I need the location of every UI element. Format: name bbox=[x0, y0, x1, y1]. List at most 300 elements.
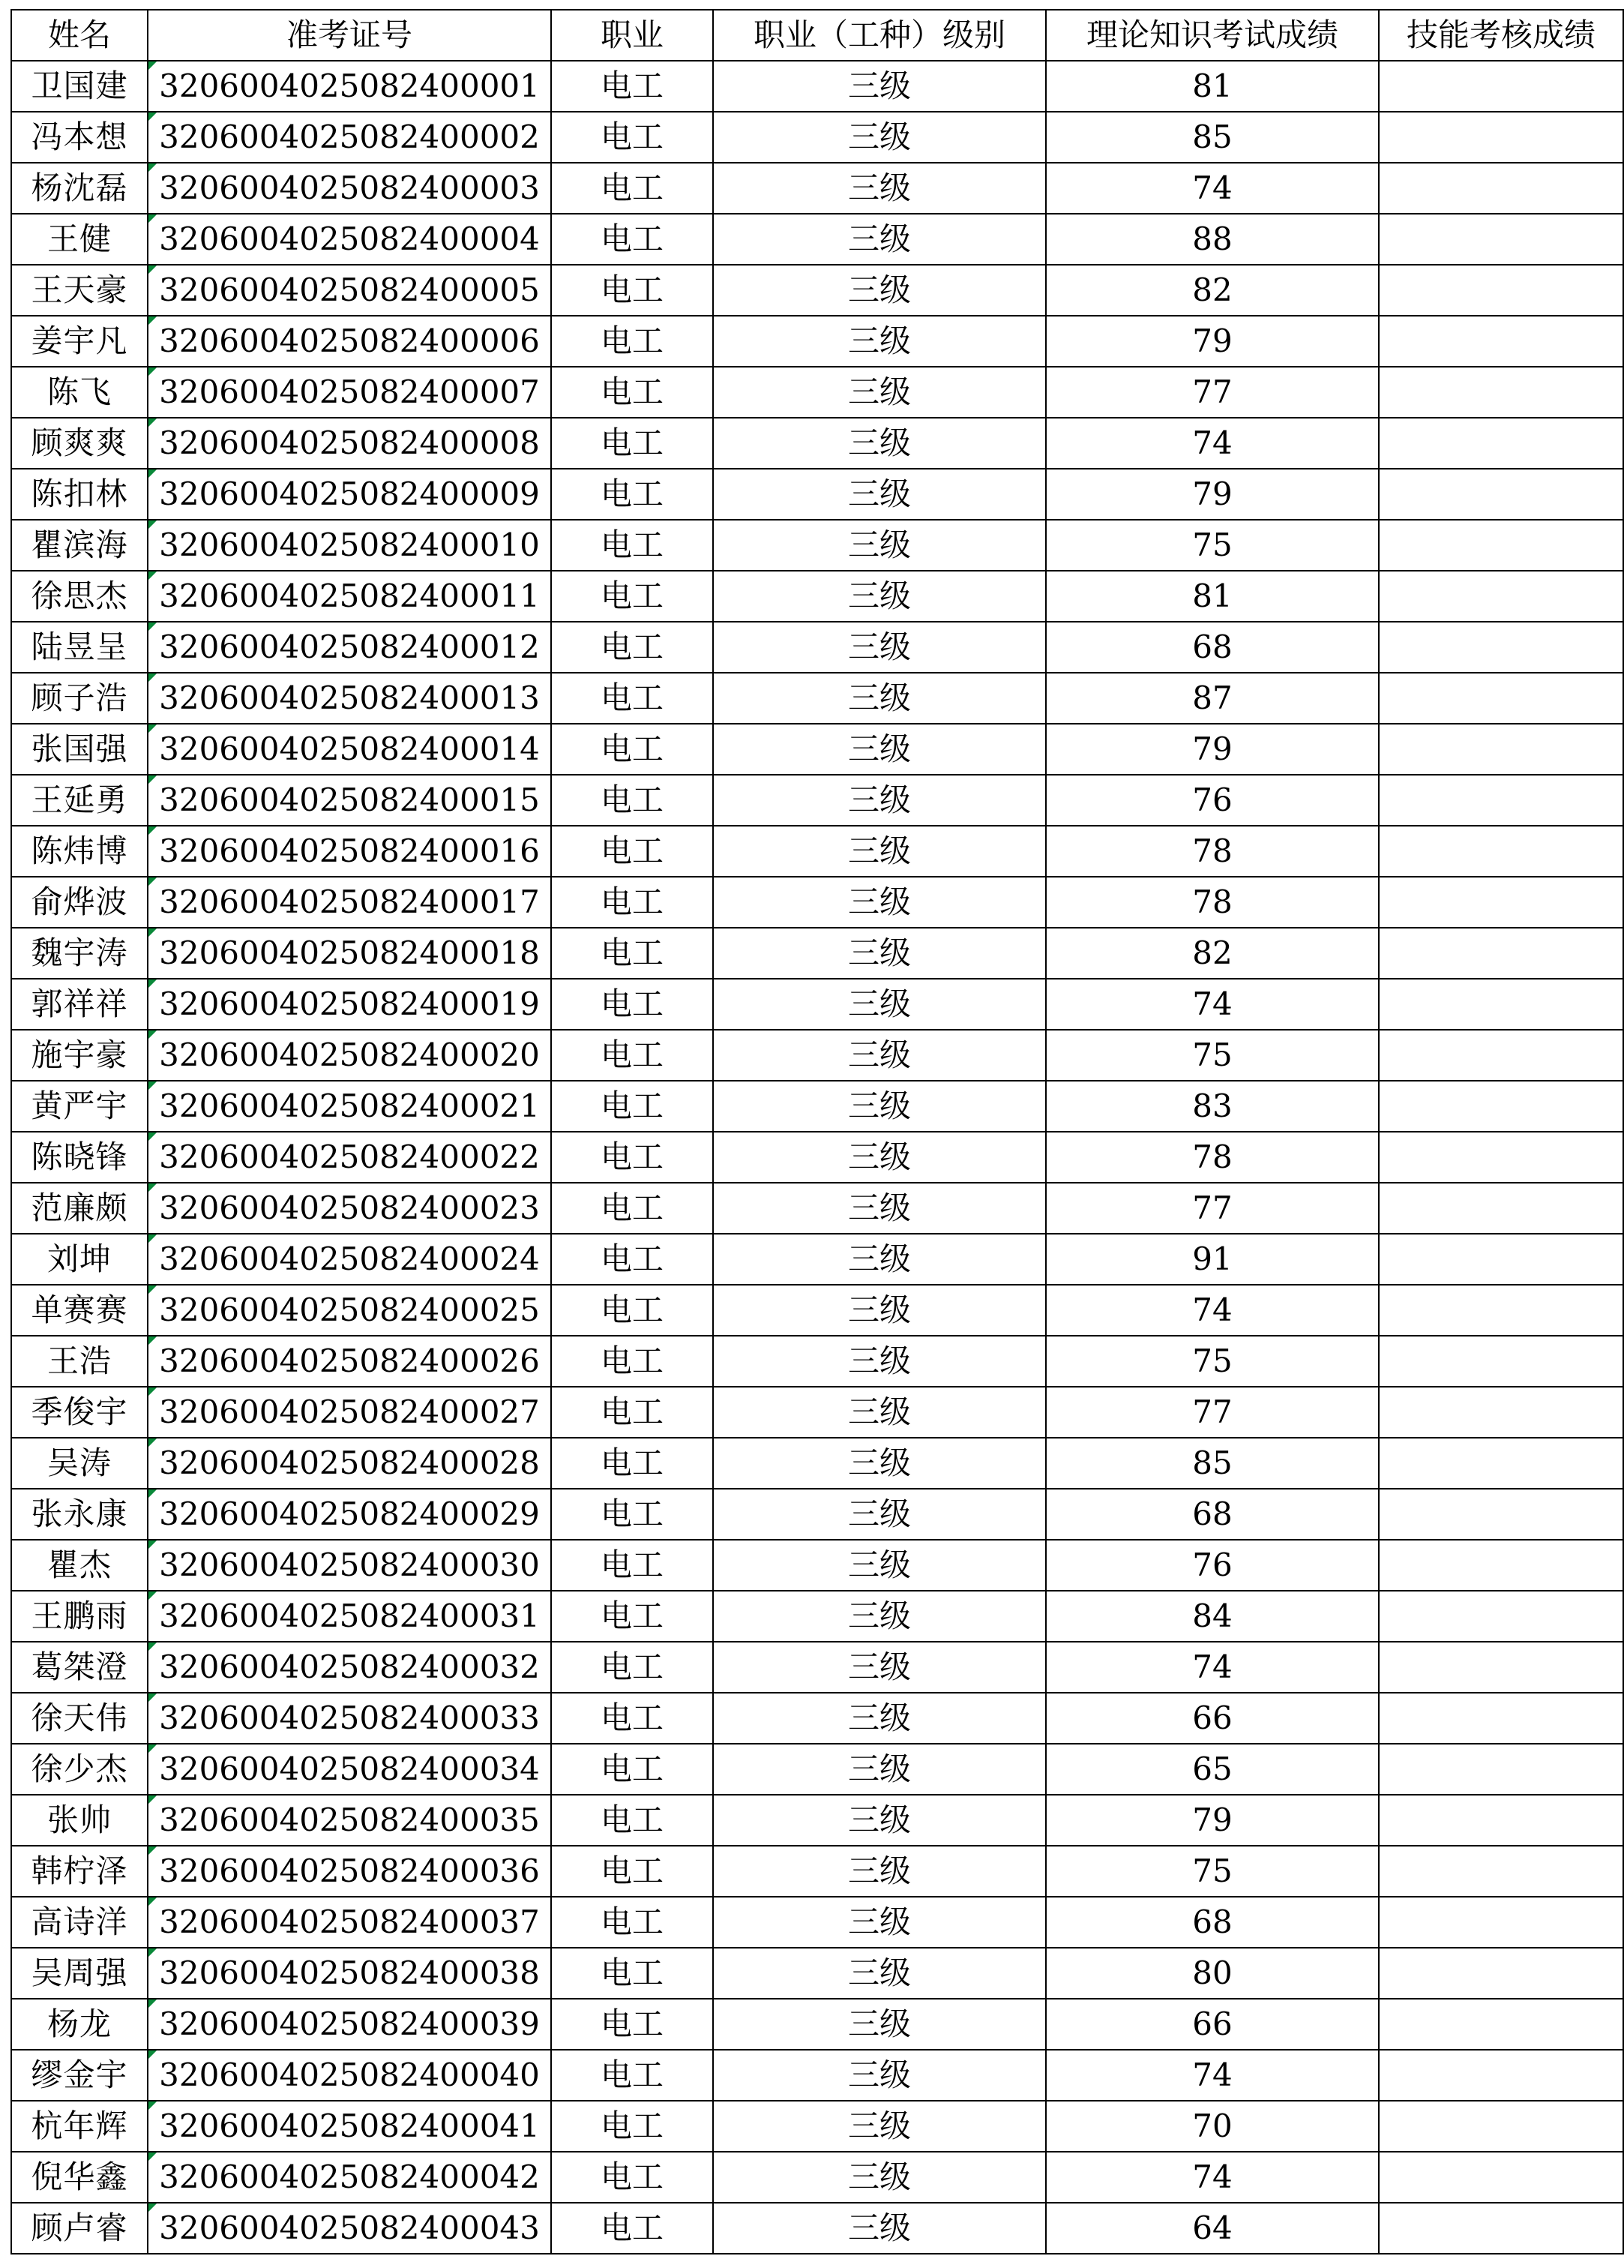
cell-level[interactable]: 三级 bbox=[713, 877, 1046, 928]
cell-skill-score[interactable] bbox=[1379, 61, 1623, 112]
header-theory-score: 理论知识考试成绩 bbox=[1046, 10, 1379, 61]
cell-skill-score[interactable] bbox=[1379, 520, 1623, 571]
cell-occupation[interactable]: 电工 bbox=[551, 571, 713, 622]
table-row bbox=[11, 316, 1623, 367]
cell-level[interactable]: 三级 bbox=[713, 1591, 1046, 1642]
cell-ticket-number[interactable]: 3206004025082400036 bbox=[148, 1846, 551, 1897]
cell-ticket-number[interactable]: 3206004025082400005 bbox=[148, 265, 551, 316]
cell-skill-score[interactable] bbox=[1379, 1948, 1623, 1999]
cell-level[interactable]: 三级 bbox=[713, 673, 1046, 724]
cell-theory-score[interactable]: 74 bbox=[1046, 1642, 1379, 1693]
cell-name[interactable]: 魏宇涛 bbox=[11, 928, 148, 979]
table-row bbox=[11, 1030, 1623, 1081]
cell-name[interactable]: 徐思杰 bbox=[11, 571, 148, 622]
cell-theory-score[interactable]: 65 bbox=[1046, 1744, 1379, 1795]
cell-theory-score[interactable]: 78 bbox=[1046, 1132, 1379, 1183]
cell-skill-score[interactable] bbox=[1379, 1030, 1623, 1081]
table-row bbox=[11, 571, 1623, 622]
cell-ticket-number[interactable]: 3206004025082400018 bbox=[148, 928, 551, 979]
cell-skill-score[interactable] bbox=[1379, 724, 1623, 775]
cell-ticket-number[interactable]: 3206004025082400030 bbox=[148, 1540, 551, 1591]
table-row bbox=[11, 61, 1623, 112]
cell-name[interactable]: 俞烨波 bbox=[11, 877, 148, 928]
cell-skill-score[interactable] bbox=[1379, 1795, 1623, 1846]
cell-ticket-number[interactable]: 3206004025082400028 bbox=[148, 1438, 551, 1489]
cell-level[interactable]: 三级 bbox=[713, 979, 1046, 1030]
cell-ticket-number[interactable]: 3206004025082400012 bbox=[148, 622, 551, 673]
cell-occupation[interactable]: 电工 bbox=[551, 1132, 713, 1183]
cell-occupation[interactable]: 电工 bbox=[551, 367, 713, 418]
cell-skill-score[interactable] bbox=[1379, 1642, 1623, 1693]
cell-ticket-number[interactable]: 3206004025082400035 bbox=[148, 1795, 551, 1846]
cell-theory-score[interactable]: 66 bbox=[1046, 1693, 1379, 1744]
cell-theory-score[interactable]: 74 bbox=[1046, 1285, 1379, 1336]
cell-occupation[interactable]: 电工 bbox=[551, 1540, 713, 1591]
cell-skill-score[interactable] bbox=[1379, 316, 1623, 367]
table-row bbox=[11, 1591, 1623, 1642]
cell-level[interactable]: 三级 bbox=[713, 1183, 1046, 1234]
cell-level[interactable]: 三级 bbox=[713, 1285, 1046, 1336]
cell-name[interactable]: 陈飞 bbox=[11, 367, 148, 418]
cell-occupation[interactable]: 电工 bbox=[551, 163, 713, 214]
cell-occupation[interactable]: 电工 bbox=[551, 61, 713, 112]
cell-ticket-number[interactable]: 3206004025082400016 bbox=[148, 826, 551, 877]
cell-ticket-number[interactable]: 3206004025082400040 bbox=[148, 2050, 551, 2101]
cell-name[interactable]: 姜宇凡 bbox=[11, 316, 148, 367]
cell-theory-score[interactable]: 75 bbox=[1046, 1846, 1379, 1897]
table-row bbox=[11, 877, 1623, 928]
cell-ticket-number[interactable]: 3206004025082400038 bbox=[148, 1948, 551, 1999]
table-row bbox=[11, 1081, 1623, 1132]
table-row bbox=[11, 1132, 1623, 1183]
cell-level[interactable]: 三级 bbox=[713, 826, 1046, 877]
cell-level[interactable]: 三级 bbox=[713, 775, 1046, 826]
cell-occupation[interactable]: 电工 bbox=[551, 622, 713, 673]
cell-name[interactable]: 郭祥祥 bbox=[11, 979, 148, 1030]
cell-occupation[interactable]: 电工 bbox=[551, 418, 713, 469]
cell-level[interactable]: 三级 bbox=[713, 1846, 1046, 1897]
cell-ticket-number[interactable]: 3206004025082400017 bbox=[148, 877, 551, 928]
cell-theory-score[interactable]: 85 bbox=[1046, 112, 1379, 163]
cell-name[interactable]: 冯本想 bbox=[11, 112, 148, 163]
cell-level[interactable]: 三级 bbox=[713, 1336, 1046, 1387]
cell-level[interactable]: 三级 bbox=[713, 1948, 1046, 1999]
cell-occupation[interactable]: 电工 bbox=[551, 2203, 713, 2254]
header-ticket-number: 准考证号 bbox=[148, 10, 551, 61]
cell-ticket-number[interactable]: 3206004025082400008 bbox=[148, 418, 551, 469]
cell-skill-score[interactable] bbox=[1379, 1336, 1623, 1387]
cell-level[interactable]: 三级 bbox=[713, 928, 1046, 979]
table-row bbox=[11, 265, 1623, 316]
cell-theory-score[interactable]: 76 bbox=[1046, 775, 1379, 826]
cell-level[interactable]: 三级 bbox=[713, 214, 1046, 265]
cell-ticket-number[interactable]: 3206004025082400026 bbox=[148, 1336, 551, 1387]
table-row bbox=[11, 418, 1623, 469]
cell-name[interactable]: 王天豪 bbox=[11, 265, 148, 316]
cell-skill-score[interactable] bbox=[1379, 1999, 1623, 2050]
table-row bbox=[11, 2101, 1623, 2152]
cell-theory-score[interactable]: 68 bbox=[1046, 622, 1379, 673]
cell-level[interactable]: 三级 bbox=[713, 724, 1046, 775]
cell-occupation[interactable]: 电工 bbox=[551, 112, 713, 163]
cell-level[interactable]: 三级 bbox=[713, 265, 1046, 316]
cell-occupation[interactable]: 电工 bbox=[551, 520, 713, 571]
cell-name[interactable]: 吴涛 bbox=[11, 1438, 148, 1489]
cell-skill-score[interactable] bbox=[1379, 1489, 1623, 1540]
cell-theory-score[interactable]: 74 bbox=[1046, 163, 1379, 214]
cell-theory-score[interactable]: 74 bbox=[1046, 418, 1379, 469]
table-row bbox=[11, 1693, 1623, 1744]
cell-occupation[interactable]: 电工 bbox=[551, 2152, 713, 2203]
cell-level[interactable]: 三级 bbox=[713, 1693, 1046, 1744]
cell-ticket-number[interactable]: 3206004025082400020 bbox=[148, 1030, 551, 1081]
table-row bbox=[11, 1540, 1623, 1591]
table-row bbox=[11, 673, 1623, 724]
table-row bbox=[11, 2050, 1623, 2101]
table-row bbox=[11, 214, 1623, 265]
cell-theory-score[interactable]: 66 bbox=[1046, 1999, 1379, 2050]
cell-name[interactable]: 徐天伟 bbox=[11, 1693, 148, 1744]
cell-ticket-number[interactable]: 3206004025082400032 bbox=[148, 1642, 551, 1693]
cell-theory-score[interactable]: 64 bbox=[1046, 2203, 1379, 2254]
cell-level[interactable]: 三级 bbox=[713, 1030, 1046, 1081]
cell-theory-score[interactable]: 79 bbox=[1046, 724, 1379, 775]
cell-skill-score[interactable] bbox=[1379, 2050, 1623, 2101]
cell-name[interactable]: 范廉颇 bbox=[11, 1183, 148, 1234]
cell-skill-score[interactable] bbox=[1379, 1234, 1623, 1285]
cell-level[interactable]: 三级 bbox=[713, 1132, 1046, 1183]
cell-level[interactable]: 三级 bbox=[713, 61, 1046, 112]
cell-name[interactable]: 单赛赛 bbox=[11, 1285, 148, 1336]
cell-theory-score[interactable]: 74 bbox=[1046, 979, 1379, 1030]
cell-ticket-number[interactable]: 3206004025082400011 bbox=[148, 571, 551, 622]
cell-theory-score[interactable]: 87 bbox=[1046, 673, 1379, 724]
cell-skill-score[interactable] bbox=[1379, 979, 1623, 1030]
cell-ticket-number[interactable]: 3206004025082400021 bbox=[148, 1081, 551, 1132]
cell-theory-score[interactable]: 85 bbox=[1046, 1438, 1379, 1489]
table-row bbox=[11, 1846, 1623, 1897]
cell-skill-score[interactable] bbox=[1379, 928, 1623, 979]
cell-ticket-number[interactable]: 3206004025082400019 bbox=[148, 979, 551, 1030]
cell-theory-score[interactable]: 80 bbox=[1046, 1948, 1379, 1999]
cell-theory-score[interactable]: 75 bbox=[1046, 520, 1379, 571]
cell-occupation[interactable]: 电工 bbox=[551, 1693, 713, 1744]
cell-theory-score[interactable]: 88 bbox=[1046, 214, 1379, 265]
cell-skill-score[interactable] bbox=[1379, 112, 1623, 163]
cell-occupation[interactable]: 电工 bbox=[551, 775, 713, 826]
cell-skill-score[interactable] bbox=[1379, 775, 1623, 826]
cell-skill-score[interactable] bbox=[1379, 1744, 1623, 1795]
cell-skill-score[interactable] bbox=[1379, 2203, 1623, 2254]
cell-name[interactable]: 黄严宇 bbox=[11, 1081, 148, 1132]
cell-theory-score[interactable]: 77 bbox=[1046, 1387, 1379, 1438]
cell-name[interactable]: 杭年辉 bbox=[11, 2101, 148, 2152]
cell-theory-score[interactable]: 84 bbox=[1046, 1591, 1379, 1642]
cell-skill-score[interactable] bbox=[1379, 622, 1623, 673]
cell-name[interactable]: 顾爽爽 bbox=[11, 418, 148, 469]
cell-ticket-number[interactable]: 3206004025082400001 bbox=[148, 61, 551, 112]
table-row bbox=[11, 1948, 1623, 1999]
cell-level[interactable]: 三级 bbox=[713, 571, 1046, 622]
cell-skill-score[interactable] bbox=[1379, 1387, 1623, 1438]
table-row bbox=[11, 163, 1623, 214]
cell-occupation[interactable]: 电工 bbox=[551, 214, 713, 265]
table-row bbox=[11, 1999, 1623, 2050]
cell-name[interactable]: 吴周强 bbox=[11, 1948, 148, 1999]
cell-ticket-number[interactable]: 3206004025082400024 bbox=[148, 1234, 551, 1285]
cell-ticket-number[interactable]: 3206004025082400013 bbox=[148, 673, 551, 724]
cell-skill-score[interactable] bbox=[1379, 1132, 1623, 1183]
cell-skill-score[interactable] bbox=[1379, 1438, 1623, 1489]
cell-name[interactable]: 王浩 bbox=[11, 1336, 148, 1387]
cell-theory-score[interactable]: 76 bbox=[1046, 1540, 1379, 1591]
cell-occupation[interactable]: 电工 bbox=[551, 1438, 713, 1489]
cell-skill-score[interactable] bbox=[1379, 367, 1623, 418]
cell-occupation[interactable]: 电工 bbox=[551, 265, 713, 316]
table-row bbox=[11, 1642, 1623, 1693]
cell-occupation[interactable]: 电工 bbox=[551, 673, 713, 724]
cell-theory-score[interactable]: 78 bbox=[1046, 877, 1379, 928]
table-row bbox=[11, 1234, 1623, 1285]
cell-skill-score[interactable] bbox=[1379, 2152, 1623, 2203]
cell-level[interactable]: 三级 bbox=[713, 1081, 1046, 1132]
cell-theory-score[interactable]: 68 bbox=[1046, 1897, 1379, 1948]
cell-occupation[interactable]: 电工 bbox=[551, 1948, 713, 1999]
table-row bbox=[11, 520, 1623, 571]
cell-occupation[interactable]: 电工 bbox=[551, 1744, 713, 1795]
cell-occupation[interactable]: 电工 bbox=[551, 1795, 713, 1846]
cell-name[interactable]: 顾卢睿 bbox=[11, 2203, 148, 2254]
cell-ticket-number[interactable]: 3206004025082400039 bbox=[148, 1999, 551, 2050]
table-row bbox=[11, 2152, 1623, 2203]
cell-name[interactable]: 葛桀澄 bbox=[11, 1642, 148, 1693]
cell-name[interactable]: 杨沈磊 bbox=[11, 163, 148, 214]
cell-skill-score[interactable] bbox=[1379, 1183, 1623, 1234]
cell-occupation[interactable]: 电工 bbox=[551, 1285, 713, 1336]
cell-theory-score[interactable]: 78 bbox=[1046, 826, 1379, 877]
cell-name[interactable]: 陈扣林 bbox=[11, 469, 148, 520]
cell-name[interactable]: 瞿滨海 bbox=[11, 520, 148, 571]
cell-name[interactable]: 施宇豪 bbox=[11, 1030, 148, 1081]
cell-level[interactable]: 三级 bbox=[713, 622, 1046, 673]
cell-name[interactable]: 陈晓锋 bbox=[11, 1132, 148, 1183]
cell-name[interactable]: 瞿杰 bbox=[11, 1540, 148, 1591]
cell-skill-score[interactable] bbox=[1379, 1285, 1623, 1336]
cell-ticket-number[interactable]: 3206004025082400041 bbox=[148, 2101, 551, 2152]
table-row bbox=[11, 979, 1623, 1030]
cell-ticket-number[interactable]: 3206004025082400037 bbox=[148, 1897, 551, 1948]
cell-ticket-number[interactable]: 3206004025082400004 bbox=[148, 214, 551, 265]
cell-name[interactable]: 王健 bbox=[11, 214, 148, 265]
cell-level[interactable]: 三级 bbox=[713, 2050, 1046, 2101]
cell-occupation[interactable]: 电工 bbox=[551, 2050, 713, 2101]
cell-theory-score[interactable]: 91 bbox=[1046, 1234, 1379, 1285]
cell-theory-score[interactable]: 82 bbox=[1046, 265, 1379, 316]
table-row bbox=[11, 1897, 1623, 1948]
cell-skill-score[interactable] bbox=[1379, 1897, 1623, 1948]
cell-ticket-number[interactable]: 3206004025082400014 bbox=[148, 724, 551, 775]
table-row bbox=[11, 1285, 1623, 1336]
cell-occupation[interactable]: 电工 bbox=[551, 1081, 713, 1132]
cell-theory-score[interactable]: 82 bbox=[1046, 928, 1379, 979]
cell-theory-score[interactable]: 74 bbox=[1046, 2152, 1379, 2203]
cell-theory-score[interactable]: 77 bbox=[1046, 367, 1379, 418]
cell-skill-score[interactable] bbox=[1379, 418, 1623, 469]
cell-name[interactable]: 卫国建 bbox=[11, 61, 148, 112]
cell-theory-score[interactable]: 79 bbox=[1046, 469, 1379, 520]
cell-ticket-number[interactable]: 3206004025082400034 bbox=[148, 1744, 551, 1795]
cell-ticket-number[interactable]: 3206004025082400007 bbox=[148, 367, 551, 418]
cell-theory-score[interactable]: 75 bbox=[1046, 1336, 1379, 1387]
cell-skill-score[interactable] bbox=[1379, 1081, 1623, 1132]
cell-occupation[interactable]: 电工 bbox=[551, 1846, 713, 1897]
cell-level[interactable]: 三级 bbox=[713, 2203, 1046, 2254]
cell-occupation[interactable]: 电工 bbox=[551, 724, 713, 775]
cell-ticket-number[interactable]: 3206004025082400027 bbox=[148, 1387, 551, 1438]
cell-skill-score[interactable] bbox=[1379, 877, 1623, 928]
cell-occupation[interactable]: 电工 bbox=[551, 1489, 713, 1540]
cell-occupation[interactable]: 电工 bbox=[551, 877, 713, 928]
cell-name[interactable]: 缪金宇 bbox=[11, 2050, 148, 2101]
header-row bbox=[11, 10, 1623, 61]
cell-theory-score[interactable]: 70 bbox=[1046, 2101, 1379, 2152]
table-row bbox=[11, 1438, 1623, 1489]
cell-level[interactable]: 三级 bbox=[713, 1795, 1046, 1846]
header-occupation: 职业 bbox=[551, 10, 713, 61]
cell-theory-score[interactable]: 81 bbox=[1046, 571, 1379, 622]
cell-level[interactable]: 三级 bbox=[713, 163, 1046, 214]
cell-theory-score[interactable]: 68 bbox=[1046, 1489, 1379, 1540]
cell-theory-score[interactable]: 75 bbox=[1046, 1030, 1379, 1081]
cell-skill-score[interactable] bbox=[1379, 2101, 1623, 2152]
cell-theory-score[interactable]: 77 bbox=[1046, 1183, 1379, 1234]
cell-ticket-number[interactable]: 3206004025082400033 bbox=[148, 1693, 551, 1744]
table-row bbox=[11, 367, 1623, 418]
cell-name[interactable]: 季俊宇 bbox=[11, 1387, 148, 1438]
cell-name[interactable]: 陆昱呈 bbox=[11, 622, 148, 673]
cell-name[interactable]: 顾子浩 bbox=[11, 673, 148, 724]
cell-ticket-number[interactable]: 3206004025082400025 bbox=[148, 1285, 551, 1336]
table-row bbox=[11, 826, 1623, 877]
cell-ticket-number[interactable]: 3206004025082400023 bbox=[148, 1183, 551, 1234]
cell-ticket-number[interactable]: 3206004025082400003 bbox=[148, 163, 551, 214]
cell-level[interactable]: 三级 bbox=[713, 1642, 1046, 1693]
cell-skill-score[interactable] bbox=[1379, 469, 1623, 520]
cell-ticket-number[interactable]: 3206004025082400009 bbox=[148, 469, 551, 520]
cell-name[interactable]: 陈炜博 bbox=[11, 826, 148, 877]
cell-level[interactable]: 三级 bbox=[713, 316, 1046, 367]
table-row bbox=[11, 775, 1623, 826]
cell-skill-score[interactable] bbox=[1379, 571, 1623, 622]
cell-level[interactable]: 三级 bbox=[713, 1999, 1046, 2050]
cell-occupation[interactable]: 电工 bbox=[551, 1234, 713, 1285]
cell-name[interactable]: 徐少杰 bbox=[11, 1744, 148, 1795]
cell-ticket-number[interactable]: 3206004025082400029 bbox=[148, 1489, 551, 1540]
cell-level[interactable]: 三级 bbox=[713, 367, 1046, 418]
cell-skill-score[interactable] bbox=[1379, 265, 1623, 316]
cell-skill-score[interactable] bbox=[1379, 1540, 1623, 1591]
cell-theory-score[interactable]: 83 bbox=[1046, 1081, 1379, 1132]
cell-occupation[interactable]: 电工 bbox=[551, 1642, 713, 1693]
cell-level[interactable]: 三级 bbox=[713, 1744, 1046, 1795]
cell-ticket-number[interactable]: 3206004025082400031 bbox=[148, 1591, 551, 1642]
cell-occupation[interactable]: 电工 bbox=[551, 1183, 713, 1234]
cell-skill-score[interactable] bbox=[1379, 1693, 1623, 1744]
cell-ticket-number[interactable]: 3206004025082400010 bbox=[148, 520, 551, 571]
cell-theory-score[interactable]: 79 bbox=[1046, 316, 1379, 367]
cell-level[interactable]: 三级 bbox=[713, 1438, 1046, 1489]
cell-name[interactable]: 张永康 bbox=[11, 1489, 148, 1540]
cell-occupation[interactable]: 电工 bbox=[551, 316, 713, 367]
header-skill-score: 技能考核成绩 bbox=[1379, 10, 1623, 61]
cell-occupation[interactable]: 电工 bbox=[551, 1387, 713, 1438]
cell-name[interactable]: 王延勇 bbox=[11, 775, 148, 826]
cell-name[interactable]: 杨龙 bbox=[11, 1999, 148, 2050]
cell-occupation[interactable]: 电工 bbox=[551, 1897, 713, 1948]
table-row bbox=[11, 724, 1623, 775]
cell-level[interactable]: 三级 bbox=[713, 418, 1046, 469]
cell-level[interactable]: 三级 bbox=[713, 2152, 1046, 2203]
cell-level[interactable]: 三级 bbox=[713, 520, 1046, 571]
cell-name[interactable]: 张帅 bbox=[11, 1795, 148, 1846]
cell-level[interactable]: 三级 bbox=[713, 1387, 1046, 1438]
cell-ticket-number[interactable]: 3206004025082400043 bbox=[148, 2203, 551, 2254]
table-row bbox=[11, 1183, 1623, 1234]
cell-skill-score[interactable] bbox=[1379, 163, 1623, 214]
cell-ticket-number[interactable]: 3206004025082400022 bbox=[148, 1132, 551, 1183]
cell-ticket-number[interactable]: 3206004025082400015 bbox=[148, 775, 551, 826]
cell-name[interactable]: 韩柠泽 bbox=[11, 1846, 148, 1897]
cell-theory-score[interactable]: 74 bbox=[1046, 2050, 1379, 2101]
cell-occupation[interactable]: 电工 bbox=[551, 2101, 713, 2152]
cell-name[interactable]: 王鹏雨 bbox=[11, 1591, 148, 1642]
cell-occupation[interactable]: 电工 bbox=[551, 1336, 713, 1387]
cell-level[interactable]: 三级 bbox=[713, 1489, 1046, 1540]
cell-level[interactable]: 三级 bbox=[713, 1897, 1046, 1948]
cell-name[interactable]: 张国强 bbox=[11, 724, 148, 775]
cell-level[interactable]: 三级 bbox=[713, 469, 1046, 520]
cell-ticket-number[interactable]: 3206004025082400002 bbox=[148, 112, 551, 163]
cell-level[interactable]: 三级 bbox=[713, 1540, 1046, 1591]
cell-skill-score[interactable] bbox=[1379, 673, 1623, 724]
cell-theory-score[interactable]: 79 bbox=[1046, 1795, 1379, 1846]
cell-skill-score[interactable] bbox=[1379, 826, 1623, 877]
cell-name[interactable]: 刘坤 bbox=[11, 1234, 148, 1285]
cell-occupation[interactable]: 电工 bbox=[551, 928, 713, 979]
table-row bbox=[11, 2203, 1623, 2254]
cell-name[interactable]: 高诗洋 bbox=[11, 1897, 148, 1948]
cell-level[interactable]: 三级 bbox=[713, 1234, 1046, 1285]
cell-skill-score[interactable] bbox=[1379, 1846, 1623, 1897]
cell-ticket-number[interactable]: 3206004025082400042 bbox=[148, 2152, 551, 2203]
cell-occupation[interactable]: 电工 bbox=[551, 1591, 713, 1642]
cell-skill-score[interactable] bbox=[1379, 1591, 1623, 1642]
cell-occupation[interactable]: 电工 bbox=[551, 979, 713, 1030]
cell-theory-score[interactable]: 81 bbox=[1046, 61, 1379, 112]
table-row bbox=[11, 1387, 1623, 1438]
cell-name[interactable]: 倪华鑫 bbox=[11, 2152, 148, 2203]
cell-level[interactable]: 三级 bbox=[713, 2101, 1046, 2152]
cell-occupation[interactable]: 电工 bbox=[551, 469, 713, 520]
table-row bbox=[11, 469, 1623, 520]
cell-level[interactable]: 三级 bbox=[713, 112, 1046, 163]
cell-occupation[interactable]: 电工 bbox=[551, 1030, 713, 1081]
header-level: 职业（工种）级别 bbox=[713, 10, 1046, 61]
cell-ticket-number[interactable]: 3206004025082400006 bbox=[148, 316, 551, 367]
cell-occupation[interactable]: 电工 bbox=[551, 1999, 713, 2050]
cell-occupation[interactable]: 电工 bbox=[551, 826, 713, 877]
cell-skill-score[interactable] bbox=[1379, 214, 1623, 265]
